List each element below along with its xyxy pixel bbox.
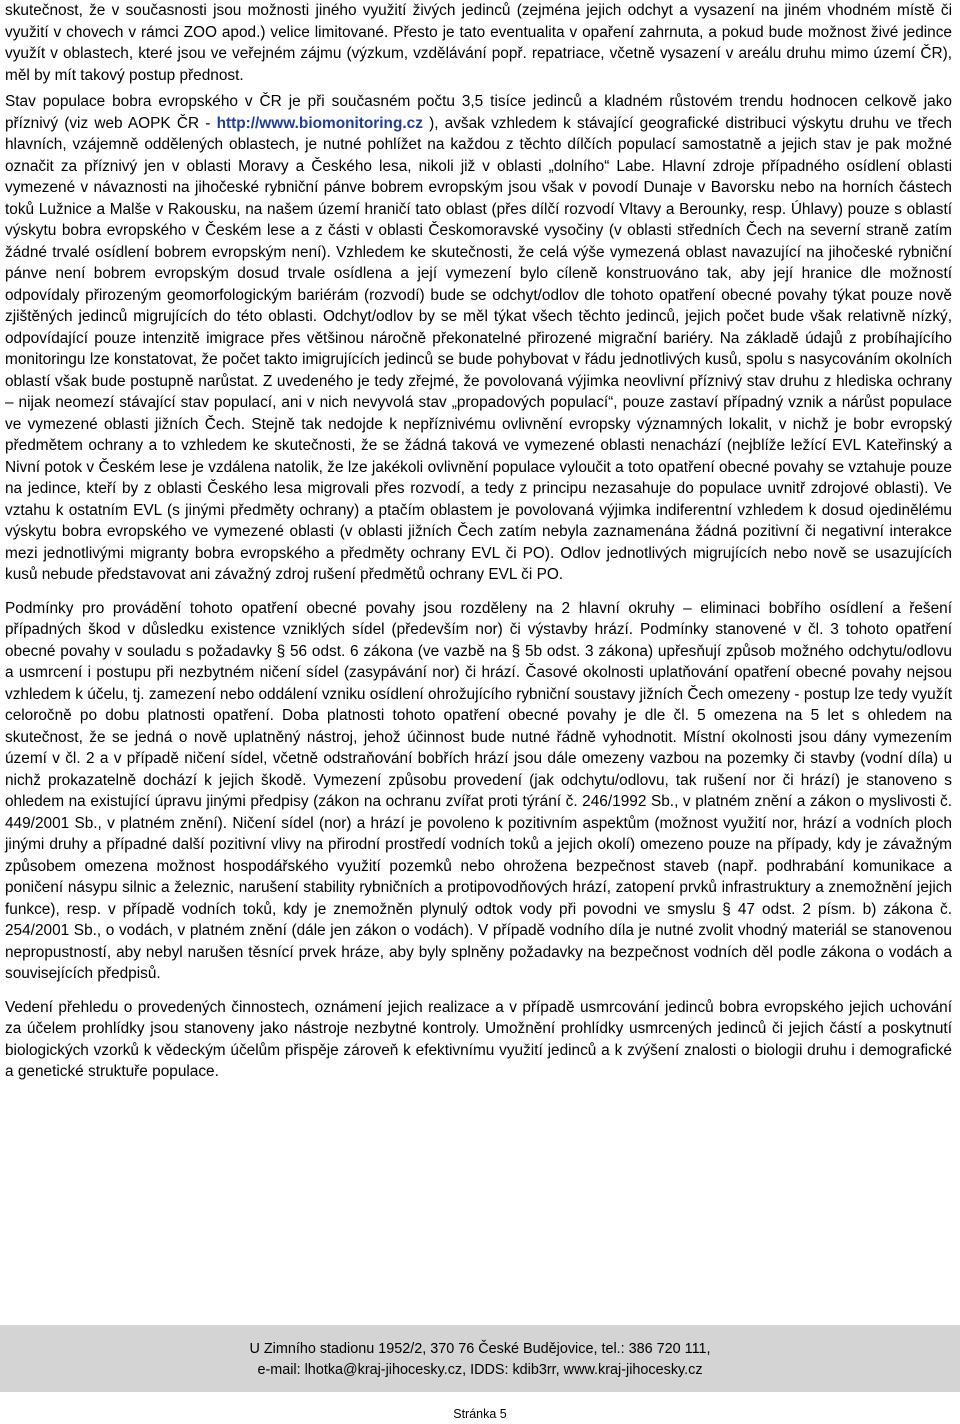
paragraph-2-text-b: ), avšak vzhledem k stávající geografické distribuci výskytu druhu ve třech hlavních, vzájemně oddělených oblastech, je nutné pohlížet na každou z těchto dílčích populací samostatně a jejich stav je pak možné označit za příznivý jen v oblasti Moravy a Českého lesa, nikoli již v oblasti „dolního“ Labe. Hlavní zdroje případného osídlení oblasti vymezené v návaznosti na jihočeské rybniční pánve bobrem evropským jsou však v povodí Dunaje v Bavorsku nebo na horních částech toků Lužnice a Malše v Rakousku, na našem území hraničí tato oblast (přes dílčí rozvodí Vltavy a Berounky, resp. Úhlavy) pouze s oblastí výskytu bobra evropského v Českém lese a z části v oblasti Českomoravské vysočiny (v oblasti středních Čech na severní straně zatím žádné trvalé osídlení bobrem evropským není). Vzhledem ke skutečnosti, že celá výše vymezená oblast navazující na jihočeské rybniční pánve není bobrem evropským dosud trvale osídlena a její vymezení bylo cíleně konstruováno tak, aby její hranice dle možností odpovídaly přirozeným geomorfologickým bariérám (rozvodí) bude se odchyt/odlov dle tohoto opatření obecné povahy týkat pouze nově zjištěných jedinců migrujících do této oblasti. Odchyt/odlov by se měl týkat všech těchto jedinců, jejich počet bude však relativně nízký, odpovídající pouze intenzitě imigrace přes většinou náročně překonatelné přirozené migrační bariéry. Na základě údajů z probíhajícího monitoringu lze konstatovat, že počet takto imigrujících jedinců se bude pohybovat v řádu jednotlivých kusů, spolu s nasycováním okolních oblastí však bude postupně narůstat. Z uvedeného je tedy zřejmé, že povolovaná výjimka neovlivní příznivý stav druhu z hlediska ochrany – nijak neomezí stávající stav populací, ani v nich nevyvolá stav „propadových populací“, pouze zastaví případný vznik a nárůst populace ve vymezené oblasti jižních Čech. Stejně tak nedojde k nepříznivému ovlivnění evropsky významných lokalit, v nichž je bobr evropský předmětem ochrany a to vzhledem ke skutečnosti, že se žádná taková ve vymezené oblasti nenachází (nejblíže ležící EVL Kateřinský a Nivní potok v Českém lese je vzdálena natolik, že lze jakékoli ovlivnění populace vyloučit a toto opatření obecné povahy se vztahuje pouze na jedince, kteří by z oblasti Českého lesa migrovali přes rozvodí, a tedy z principu nezasahuje do populace uvnitř zdrojové oblasti). Ve vztahu k ostatním EVL (s jinými předměty ochrany) a ptačím oblastem je povolovaná výjimka indiferentní vzhledem k dosud ojedinělému výskytu bobra evropského ve vymezené oblasti (v oblasti jižních Čech zatím nebyla zaznamenána žádná pozitivní či negativní interakce mezi jednotlivými migranty bobra evropského a předměty ochrany EVL či PO). Odlov jednotlivých migrujících nebo nově se usazujících kusů nebude představovat ani závažný zdroj rušení předmětů ochrany EVL či PO. [5,114,952,583]
footer-address: U Zimního stadionu 1952/2, 370 76 České Budějovice, tel.: 386 720 111, [249,1341,711,1357]
paragraph-2 [5,91,952,586]
paragraph-1: skutečnost, že v současnosti jsou možnosti jiného využití živých jedinců (zejména jejich odchyt a vysazení na jiném vhodném místě či využití v chovech v rámci ZOO apod.) velice limitované. Přesto je tato eventualita v opaření zahrnuta, a pokud bude možnost živé jedince využít v oblastech, které jsou ve veřejném zájmu (výzkum, vzdělávání popř. repatriace, včetně vysazení v areálu druhu mimo území ČR), měl by mít takový postup přednost. [5,2,952,84]
footer-contact [0,1339,960,1381]
biomonitoring-link[interactable]: http://www.biomonitoring.cz [216,114,423,132]
page-number: Stránka 5 [453,1407,507,1421]
document-body [5,0,952,1095]
paragraph-2-text-a: Stav populace bobra evropského v ČR je při současném počtu 3,5 tisíce jedinců a kladném růstovém trendu hodnocen celkově jako příznivý (viz web AOPK ČR - [5,93,952,132]
paragraph-4: Vedení přehledu o provedených činnostech, oznámení jejich realizace a v případě usmrcování jedinců bobra evropského jejich uchování za účelem prohlídky jsou stanoveny jako nástroje nezbytné kontroly. Umožnění prohlídky usmrcených jedinců či jejich částí a poskytnutí biologických vzorků k vědeckým účelům přispěje zároveň k efektivnímu využití jedinců a k zvýšení znalosti o biologii druhu i demografické a genetické struktuře populace. [5,998,952,1080]
paragraph-3: Podmínky pro provádění tohoto opatření obecné povahy jsou rozděleny na 2 hlavní okruhy – eliminaci bobřího osídlení a řešení případných škod v důsledku existence vzniklých sídel (především nor) či výstavby hrází. Podmínky stanovené v čl. 3 tohoto opatření obecné povahy v souladu s požadavky § 56 odst. 6 zákona (ve vazbě na § 5b odst. 3 zákona) upřesňují způsob možného odchytu/odlovu a usmrcení i postupu při nezbytném ničení sídel (zasypávání nor) či hrází. Časové okolnosti uplatňování opatření obecné povahy nejsou vzhledem k účelu, tj. zamezení nebo oddálení vzniku osídlení ohrožujícího rybniční soustavy jižních Čech omezeny - postup lze tedy využít celoročně po dobu platnosti opatření. Doba platnosti tohoto opatření obecné povahy je dle čl. 5 omezena na 5 let s ohledem na skutečnost, že se jedná o nově uplatněný nástroj, jehož účinnost bude nutné řádně vyhodnotit. Místní okolnosti jsou dány vymezením území v čl. 2 a v případě ničení sídel, včetně odstraňování bobřích hrází jsou dále omezeny vazbou na pozemky či stavby (vodní díla) u nichž prokazatelně dochází k jejich škodě. Vymezení způsobu provedení (jak odchytu/odlovu, tak rušení nor či hrází) je stanoveno s ohledem na existující úpravu jinými předpisy (zákon na ochranu zvířat proti týrání č. 246/1992 Sb., v platném znění a zákon o myslivosti č. 449/2001 Sb., v platném znění). Ničení sídel (nor) a hrází je povoleno k pozitivním aspektům (možnost využití nor, hrází a vodních ploch jinými druhy a případné další pozitivní vlivy na přirodní prostředí vodních toků a jejich okolí) omezeno pouze na případy, kdy je závažným způsobem omezena možnost hospodářského využití pozemků nebo ohrožena bezpečnost staveb (např. podhrabání komunikace a poničení násypu silnic a železnic, narušení stability rybničních a protipovodňových hrází, zatopení prvků infrastruktury a znemožnění jejich funkce), resp. v případě vodních toků, kdy je znemožněn plynulý odtok vody při povodni ve smyslu § 47 odst. 2 písm. b) zákona č. 254/2001 Sb., o vodách, v platném znění (dále jen zákon o vodách). V případě vodního díla je nutné zvolit vhodný materiál se stanovenou nepropustností, aby nebyl narušen těsnící prvek hráze, aby byly splněny požadavky na bezpečnost vodních děl podle zákona o vodách a souvisejících předpisů. [5,599,952,982]
footer-contacts: e-mail: lhotka@kraj-jihocesky.cz, IDDS: kdib3rr, www.kraj-jihocesky.cz [257,1362,703,1378]
